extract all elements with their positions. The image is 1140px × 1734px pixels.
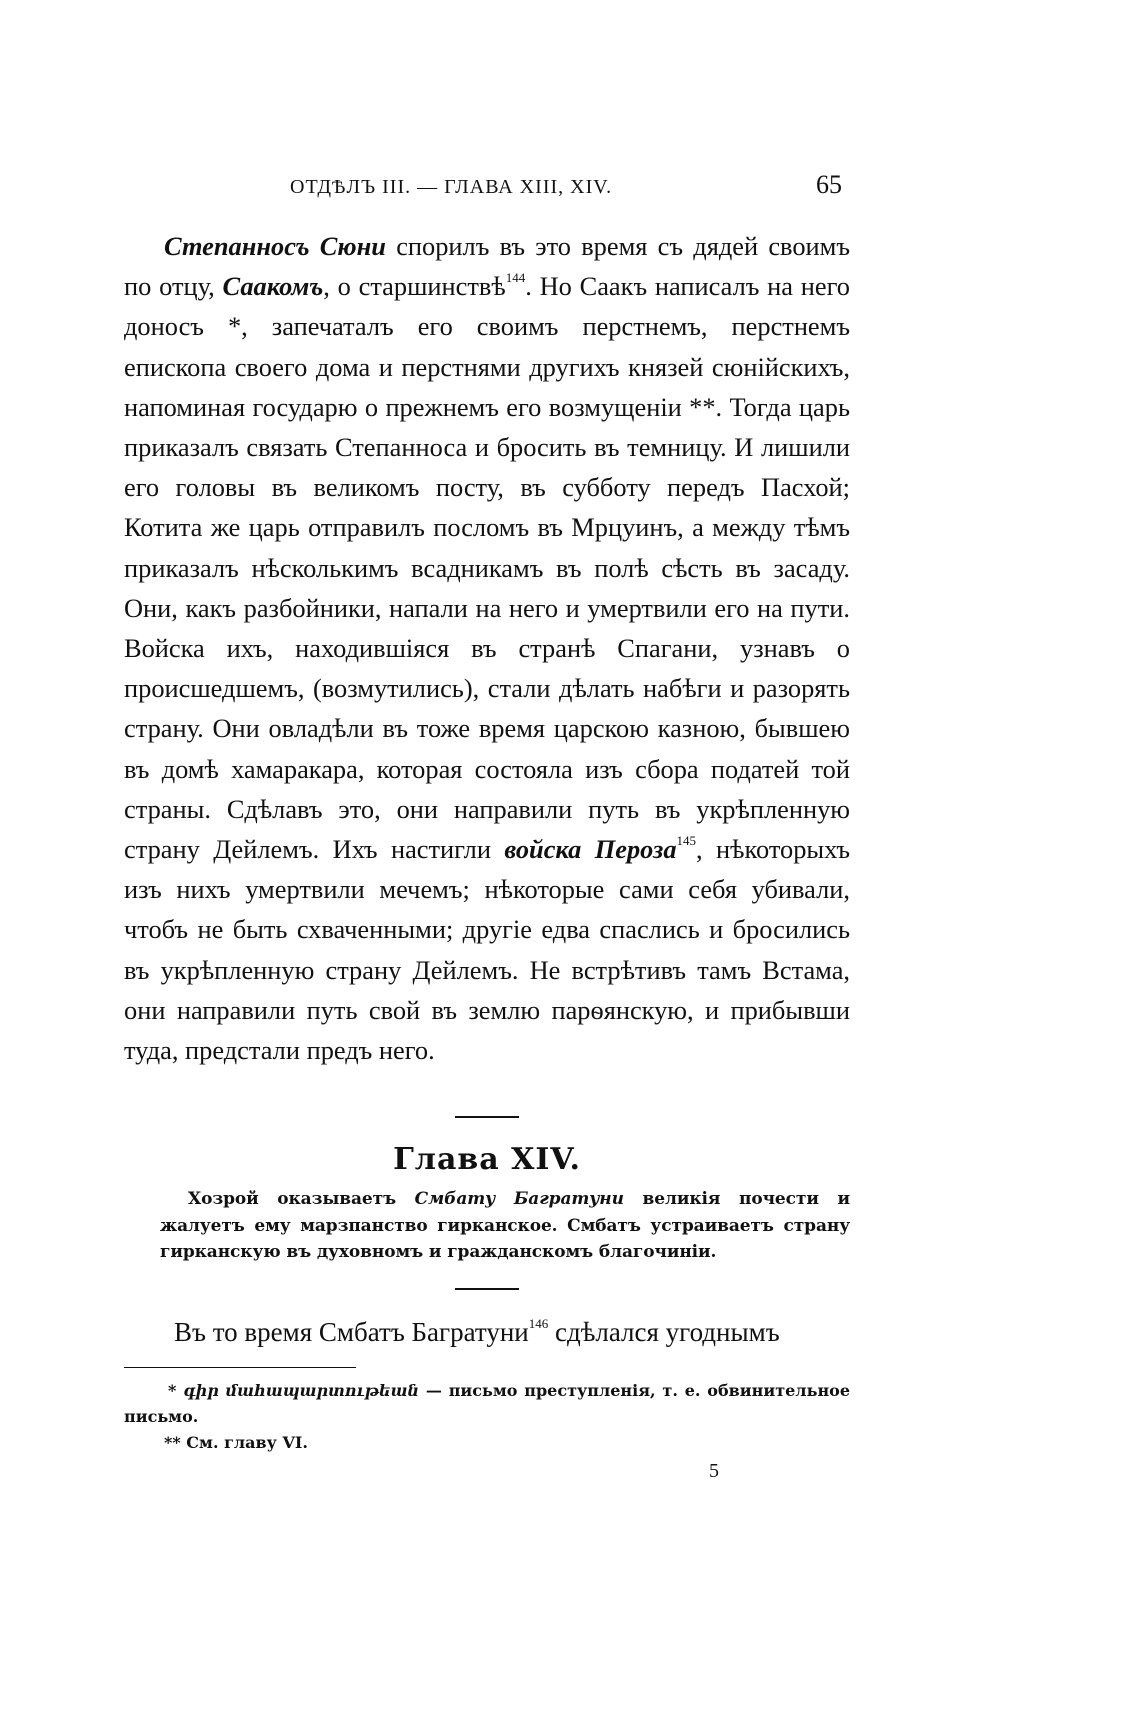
section-divider: [455, 1288, 519, 1290]
running-head: ОТДѢЛЪ III. — ГЛАВА XIII, XIV.: [290, 176, 613, 198]
footnotes: [124, 1378, 850, 1456]
footnote-1: * գիր մահապարտութեան — письмо преступленія, т. е. обвинительное письмо.: [124, 1381, 851, 1426]
page-number: 65: [816, 170, 842, 199]
chapter-summary: Хозрой оказываетъ Смбату Багратуни великія почести и жалуетъ ему марзпанство гирканское. Смбатъ устраиваетъ страну гирканскую въ духовномъ и гражданскомъ благочиніи.: [160, 1189, 850, 1262]
armenian-phrase: գիր մահապարտութեան: [183, 1381, 420, 1400]
person-name: войска Пероза: [504, 834, 677, 865]
chapter-xiv-opening: Въ то время Смбатъ Багратуни$^{146}$ сдѣлался угоднымъ: [174, 1316, 780, 1347]
footnote-rule: [124, 1367, 356, 1368]
footnote-2: ** См. главу VI.: [164, 1433, 308, 1452]
signature-mark: 5: [709, 1460, 719, 1482]
person-name: Степанносъ Сюни: [164, 231, 386, 261]
footnote-ref: 145: [676, 833, 697, 849]
section-divider: [455, 1116, 519, 1118]
chapter-title: Глава XIV.: [393, 1142, 581, 1177]
footnote-ref: 144: [505, 270, 526, 286]
footnote-ref: 146: [528, 1316, 549, 1331]
person-name: Саакомъ: [222, 271, 324, 302]
person-name: Смбату Багратуни: [414, 1189, 624, 1209]
chapter-xiii-text: Степанносъ Сюни спорилъ въ это время съ дядей своимъ по отцу, Саакомъ, о старшинствѣ$^{144}$. Но Саакъ написалъ на него доносъ *, запечаталъ его своимъ перстнемъ, перстнемъ епископа своего дома и перстнями другихъ князей сюнійскихъ, напоминая государю о прежнемъ его возмущеніи **. Тогда царь приказалъ связать Степанноса и бросить въ темницу. И лишили его головы въ великомъ посту, въ субботу передъ Пасхой; Котита же царь отправилъ посломъ въ Мрцуинъ, а между тѣмъ приказалъ нѣсколькимъ всадникамъ въ полѣ сѣсть въ засаду. Они, какъ разбойники, напали на него и умертвили его на пути. Войска ихъ, находившіяся въ странѣ Спагани, узнавъ о происшедшемъ, (возмутились), стали дѣлать набѣги и разорять страну. Они овладѣли въ тоже время царскою казною, бывшею въ домѣ хамаракара, которая состояла изъ сбора податей той страны. Сдѣлавъ это, они направили путь въ укрѣпленную страну Дейлемъ. Ихъ настигли войска Пероза$^{145}$, нѣкоторыхъ изъ нихъ умертвили мечемъ; нѣкоторые сами себя убивали, чтобъ не быть схваченными; другіе едва спаслись и бросились въ укрѣпленную страну Дейлемъ. Не встрѣтивъ тамъ Встама, они направили путь свой въ землю парѳянскую, и прибывши туда, предстали предъ него.: [124, 231, 850, 1066]
